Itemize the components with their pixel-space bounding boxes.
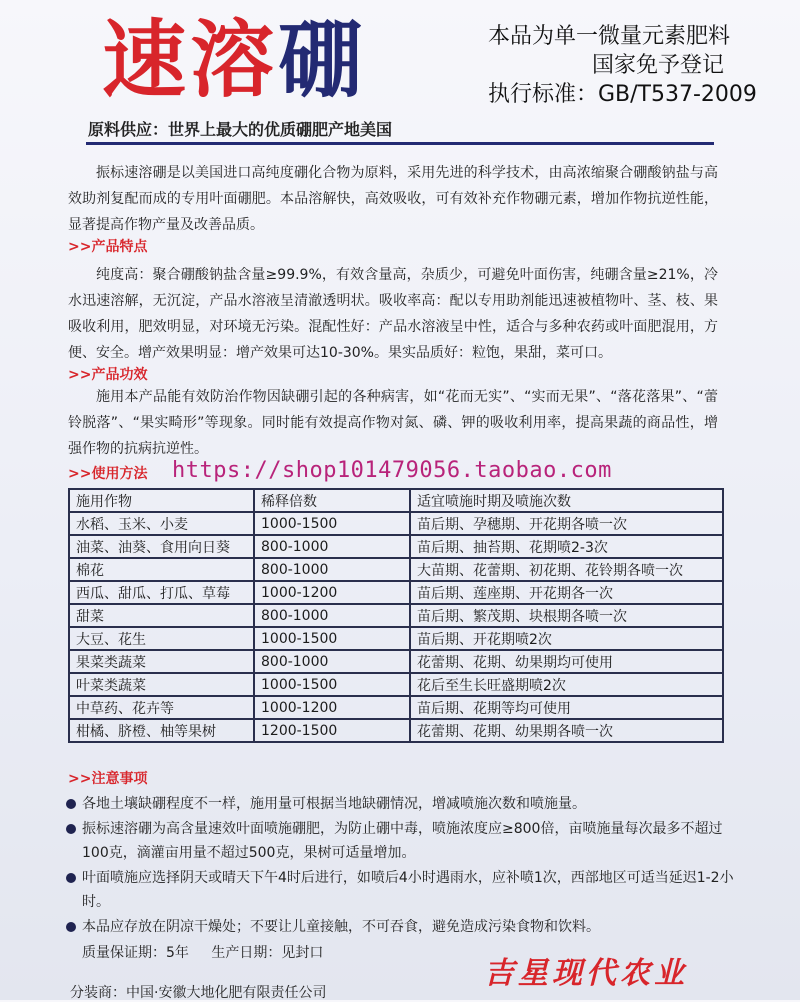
cell-dilution: 1000-1500 [254, 673, 410, 696]
list-item: 各地土壤缺硼程度不一样，施用量可根据当地缺硼情况，增减喷施次数和喷施量。 [66, 792, 736, 817]
list-item: 叶面喷施应选择阴天或晴天下午4时后进行，如喷后4小时遇雨水，应补喷1次，西部地区可适当延迟1-2小时。 [66, 866, 736, 915]
production-date: 生产日期：见封口 [211, 945, 324, 961]
product-title [102, 10, 366, 110]
table-row [69, 650, 723, 673]
cell-dilution: 1000-1200 [254, 581, 410, 604]
cell-crop: 中草药、花卉等 [69, 696, 254, 719]
reg-line2: 国家免予登记 [592, 53, 725, 78]
intro-paragraph: 振标速溶硼是以美国进口高纯度硼化合物为原料，采用先进的科学技术，由高浓缩聚合硼酸钠盐与高效助剂复配而成的专用叶面硼肥。本品溶解快，高效吸收，可有效补充作物硼元素，增加作物抗逆性能，显著提高作物产量及改善品质。 [68, 165, 718, 233]
table-row [69, 696, 723, 719]
cell-dilution: 800-1000 [254, 535, 410, 558]
bullet-icon [66, 824, 76, 834]
usage-heading: >>使用方法 [68, 466, 148, 482]
bullet-icon [66, 799, 76, 809]
table-row [69, 581, 723, 604]
shop-url-watermark: https://shop101479056.taobao.com [172, 458, 612, 483]
cell-dilution: 1000-1500 [254, 512, 410, 535]
cell-timing: 苗后期、莲座期、开花期各一次 [410, 581, 723, 604]
table-row [69, 719, 723, 742]
header-divider [86, 142, 714, 145]
cell-crop: 西瓜、甜瓜、打瓜、草莓 [69, 581, 254, 604]
cell-timing: 苗后期、开花期喷2次 [410, 627, 723, 650]
cell-crop: 甜菜 [69, 604, 254, 627]
reg-line1: 本品为单一微量元素肥料 [488, 24, 731, 49]
registration-info [488, 22, 757, 109]
bullet-icon [66, 873, 76, 883]
cell-timing: 大苗期、花蕾期、初花期、花铃期各喷一次 [410, 558, 723, 581]
cell-timing: 苗后期、孕穗期、开花期各喷一次 [410, 512, 723, 535]
cell-timing: 苗后期、抽苔期、花期喷2-3次 [410, 535, 723, 558]
reg-line3: 执行标准：GB/T537-2009 [488, 82, 757, 107]
cell-timing: 花蕾期、花期、幼果期各喷一次 [410, 719, 723, 742]
bullet-icon [66, 922, 76, 932]
cell-dilution: 800-1000 [254, 604, 410, 627]
notes-heading: >>注意事项 [68, 771, 148, 787]
supply-line: 原料供应：世界上最大的优质硼肥产地美国 [88, 120, 393, 139]
table-row [69, 627, 723, 650]
cell-crop: 棉花 [69, 558, 254, 581]
table-header-row [69, 489, 723, 512]
shelf-life: 质量保证期：5年 [82, 945, 189, 961]
col-header-timing: 适宜喷施时期及喷施次数 [410, 489, 723, 512]
effects-paragraph: 施用本产品能有效防治作物因缺硼引起的各种病害，如“花而无实”、“实而无果”、“落花落果”、“蕾铃脱落”、“果实畸形”等现象。同时能有效提高作物对氮、磷、钾的吸收利用率，提高果蔬的商品性，增强作物的抗病抗逆性。 [68, 389, 718, 457]
cell-dilution: 800-1000 [254, 558, 410, 581]
shop-name-watermark: 吉星现代农业 [484, 956, 688, 991]
cell-crop: 柑橘、脐橙、柚等果树 [69, 719, 254, 742]
notes-list [66, 792, 736, 939]
header [0, 0, 800, 150]
manufacturer: 分装商：中国·安徽大地化肥有限责任公司 [70, 985, 327, 1001]
table-row [69, 673, 723, 696]
effects-heading: >>产品功效 [68, 367, 148, 383]
table-row [69, 512, 723, 535]
cell-crop: 油菜、油葵、食用向日葵 [69, 535, 254, 558]
cell-crop: 果菜类蔬菜 [69, 650, 254, 673]
cell-timing: 苗后期、繁茂期、块根期各喷一次 [410, 604, 723, 627]
cell-dilution: 800-1000 [254, 650, 410, 673]
cell-dilution: 1200-1500 [254, 719, 410, 742]
cell-timing: 花蕾期、花期、幼果期均可使用 [410, 650, 723, 673]
title-part1: 速溶 [102, 11, 279, 109]
cell-dilution: 1000-1200 [254, 696, 410, 719]
title-part2: 硼 [278, 11, 367, 109]
list-item: 振标速溶硼为高含量速效叶面喷施硼肥，为防止硼中毒，喷施浓度应≥800倍，亩喷施量每次最多不超过100克，滴灌亩用量不超过500克，果树可适量增加。 [66, 817, 736, 866]
cell-crop: 水稻、玉米、小麦 [69, 512, 254, 535]
usage-table [68, 488, 724, 743]
list-item: 本品应存放在阴凉干燥处；不要让儿童接触，不可吞食，避免造成污染食物和饮料。 [66, 915, 736, 940]
quality-line [82, 942, 341, 962]
cell-timing: 苗后期、花期等均可使用 [410, 696, 723, 719]
features-paragraph: 纯度高：聚合硼酸钠盐含量≥99.9%，有效含量高，杂质少，可避免叶面伤害，纯硼含量≥21%，冷水迅速溶解，无沉淀，产品水溶液呈清澈透明状。吸收率高：配以专用助剂能迅速被植物叶、茎、枝、果吸收利用，肥效明显，对环境无污染。混配性好：产品水溶液呈中性，适合与多种农药或叶面肥混用，方便、安全。增产效果明显：增产效果可达10-30%。果实品质好：粒饱，果甜，菜可口。 [68, 267, 718, 361]
cell-timing: 花后至生长旺盛期喷2次 [410, 673, 723, 696]
col-header-dilution: 稀释倍数 [254, 489, 410, 512]
cell-crop: 叶菜类蔬菜 [69, 673, 254, 696]
col-header-crop: 施用作物 [69, 489, 254, 512]
cell-dilution: 1000-1500 [254, 627, 410, 650]
cell-crop: 大豆、花生 [69, 627, 254, 650]
table-row [69, 535, 723, 558]
table-row [69, 558, 723, 581]
features-heading: >>产品特点 [68, 239, 148, 255]
table-row [69, 604, 723, 627]
